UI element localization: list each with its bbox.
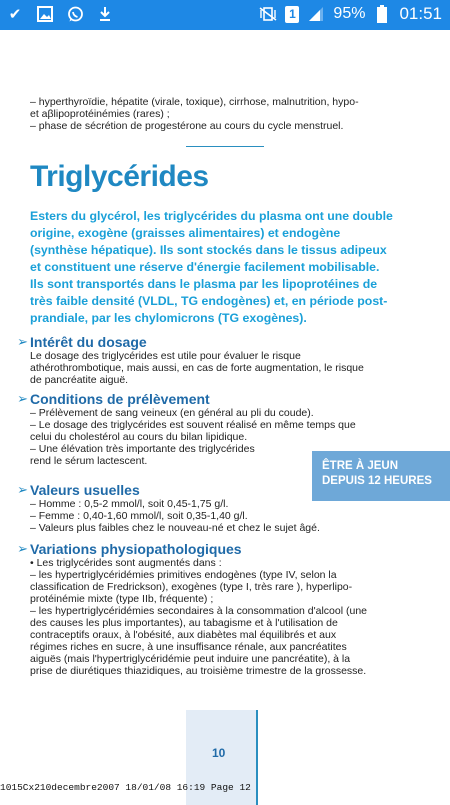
section-title: Variations physiopathologiques bbox=[30, 541, 242, 557]
intro-line: et constituent une réserve d'énergie facilement mobilisable. bbox=[30, 260, 380, 274]
top-text-line: et aβlipoprotéinémies (rares) ; bbox=[30, 108, 170, 120]
section-line: classification de Fredrickson), exogènes (type I, très rare ), hyperlipo- bbox=[30, 581, 353, 593]
section-line: – Valeurs plus faibles chez le nouveau-né et chez le sujet âgé. bbox=[30, 522, 320, 534]
section-line: – Homme : 0,5-2 mmol/l, soit 0,45-1,75 g/l. bbox=[30, 498, 229, 510]
section-title: Conditions de prélèvement bbox=[30, 391, 210, 407]
battery-percent: 95% bbox=[333, 5, 366, 22]
whatsapp-icon bbox=[66, 5, 84, 23]
page-number: 10 bbox=[212, 746, 226, 760]
check-icon: ✔ bbox=[8, 4, 22, 23]
section-line: – les hypertriglycéridémies secondaires à la consommation d'alcool (une bbox=[30, 605, 368, 617]
section-line: – Prélèvement de sang veineux (en général au pli du coude). bbox=[30, 407, 314, 419]
clock: 01:51 bbox=[399, 4, 442, 23]
intro-line: prandiale, par les chylomicrons (TG exogènes). bbox=[30, 311, 307, 325]
page-number-rule bbox=[256, 710, 258, 805]
section-line: – Une élévation très importante des triglycérides bbox=[30, 443, 255, 455]
print-footer: 1015Cx210decembre2007 18/01/08 16:19 Page 12 bbox=[0, 782, 251, 793]
signal-icon bbox=[307, 5, 325, 23]
divider bbox=[186, 146, 264, 147]
section-valeurs bbox=[0, 482, 320, 534]
top-text-line: – phase de sécrétion de progestérone au cours du cycle menstruel. bbox=[30, 120, 344, 132]
section-variations bbox=[0, 541, 367, 677]
section-title: Valeurs usuelles bbox=[30, 482, 140, 498]
battery-icon bbox=[373, 5, 391, 23]
section-line: régimes riches en sucre, à une insuffisance rénale, aux pancréatites bbox=[30, 641, 347, 653]
download-icon bbox=[96, 5, 114, 23]
section-line: aiguës (mais l'hypertriglycéridémie peut induire une pancréatite), à la bbox=[30, 653, 351, 665]
sim-icon: 1 bbox=[285, 6, 299, 23]
intro-paragraph bbox=[30, 208, 410, 327]
section-line: – les hypertriglycéridémies primitives endogènes (type IV, selon la bbox=[30, 569, 337, 581]
arrow-icon: ➢ bbox=[17, 391, 28, 406]
badge-line: ÊTRE À JEUN bbox=[322, 460, 399, 472]
section-line: • Les triglycérides sont augmentés dans : bbox=[30, 557, 222, 569]
section-line: – Femme : 0,40-1,60 mmol/l, soit 0,35-1,40 g/l. bbox=[30, 510, 248, 522]
intro-line: Esters du glycérol, les triglycérides du plasma ont une double bbox=[30, 209, 393, 223]
section-line: celui du cholestérol au cours du bilan lipidique. bbox=[30, 431, 248, 443]
document-page[interactable] bbox=[0, 30, 450, 800]
page-title: Triglycérides bbox=[30, 160, 209, 193]
top-text-line: – hyperthyroïdie, hépatite (virale, toxique), cirrhose, malnutrition, hypo- bbox=[30, 96, 359, 108]
arrow-icon: ➢ bbox=[17, 541, 28, 556]
fasting-badge bbox=[312, 451, 450, 501]
section-line: prise de diurétiques thiazidiques, au troisième trimestre de la grossesse. bbox=[30, 665, 367, 677]
section-line: athérothrombotique, mais aussi, en cas de forte augmentation, le risque bbox=[30, 362, 364, 374]
section-line: de pancréatite aiguë. bbox=[30, 374, 129, 386]
section-line: des causes les plus importantes), au tabagisme et à l'utilisation de bbox=[30, 617, 338, 629]
section-line: rend le sérum lactescent. bbox=[30, 455, 148, 467]
intro-line: (synthèse hépatique). Ils sont stockés dans le tissus adipeux bbox=[30, 243, 387, 257]
section-line: protéinémie mixte (type IIb, fréquente) ; bbox=[30, 593, 214, 605]
section-line: – Le dosage des triglycérides est souvent réalisé en même temps que bbox=[30, 419, 356, 431]
section-line: contraceptifs oraux, à l'obésité, aux diabètes mal équilibrés et aux bbox=[30, 629, 337, 641]
intro-line: Ils sont transportés dans le plasma par les lipoprotéines de bbox=[30, 277, 378, 291]
arrow-icon: ➢ bbox=[17, 334, 28, 349]
section-conditions bbox=[0, 391, 356, 467]
section-title: Intérêt du dosage bbox=[30, 334, 147, 350]
vibrate-mute-icon bbox=[259, 5, 277, 23]
badge-line: DEPUIS 12 HEURES bbox=[322, 475, 432, 487]
section-interet bbox=[0, 334, 364, 386]
status-bar bbox=[0, 0, 450, 30]
intro-line: origine, exogène (graisses alimentaires) et endogène bbox=[30, 226, 341, 240]
arrow-icon: ➢ bbox=[17, 482, 28, 497]
gallery-icon bbox=[36, 5, 54, 23]
intro-line: très faible densité (VLDL, TG endogènes) et, en période post- bbox=[30, 294, 388, 308]
section-line: Le dosage des triglycérides est utile pour évaluer le risque bbox=[30, 350, 301, 362]
